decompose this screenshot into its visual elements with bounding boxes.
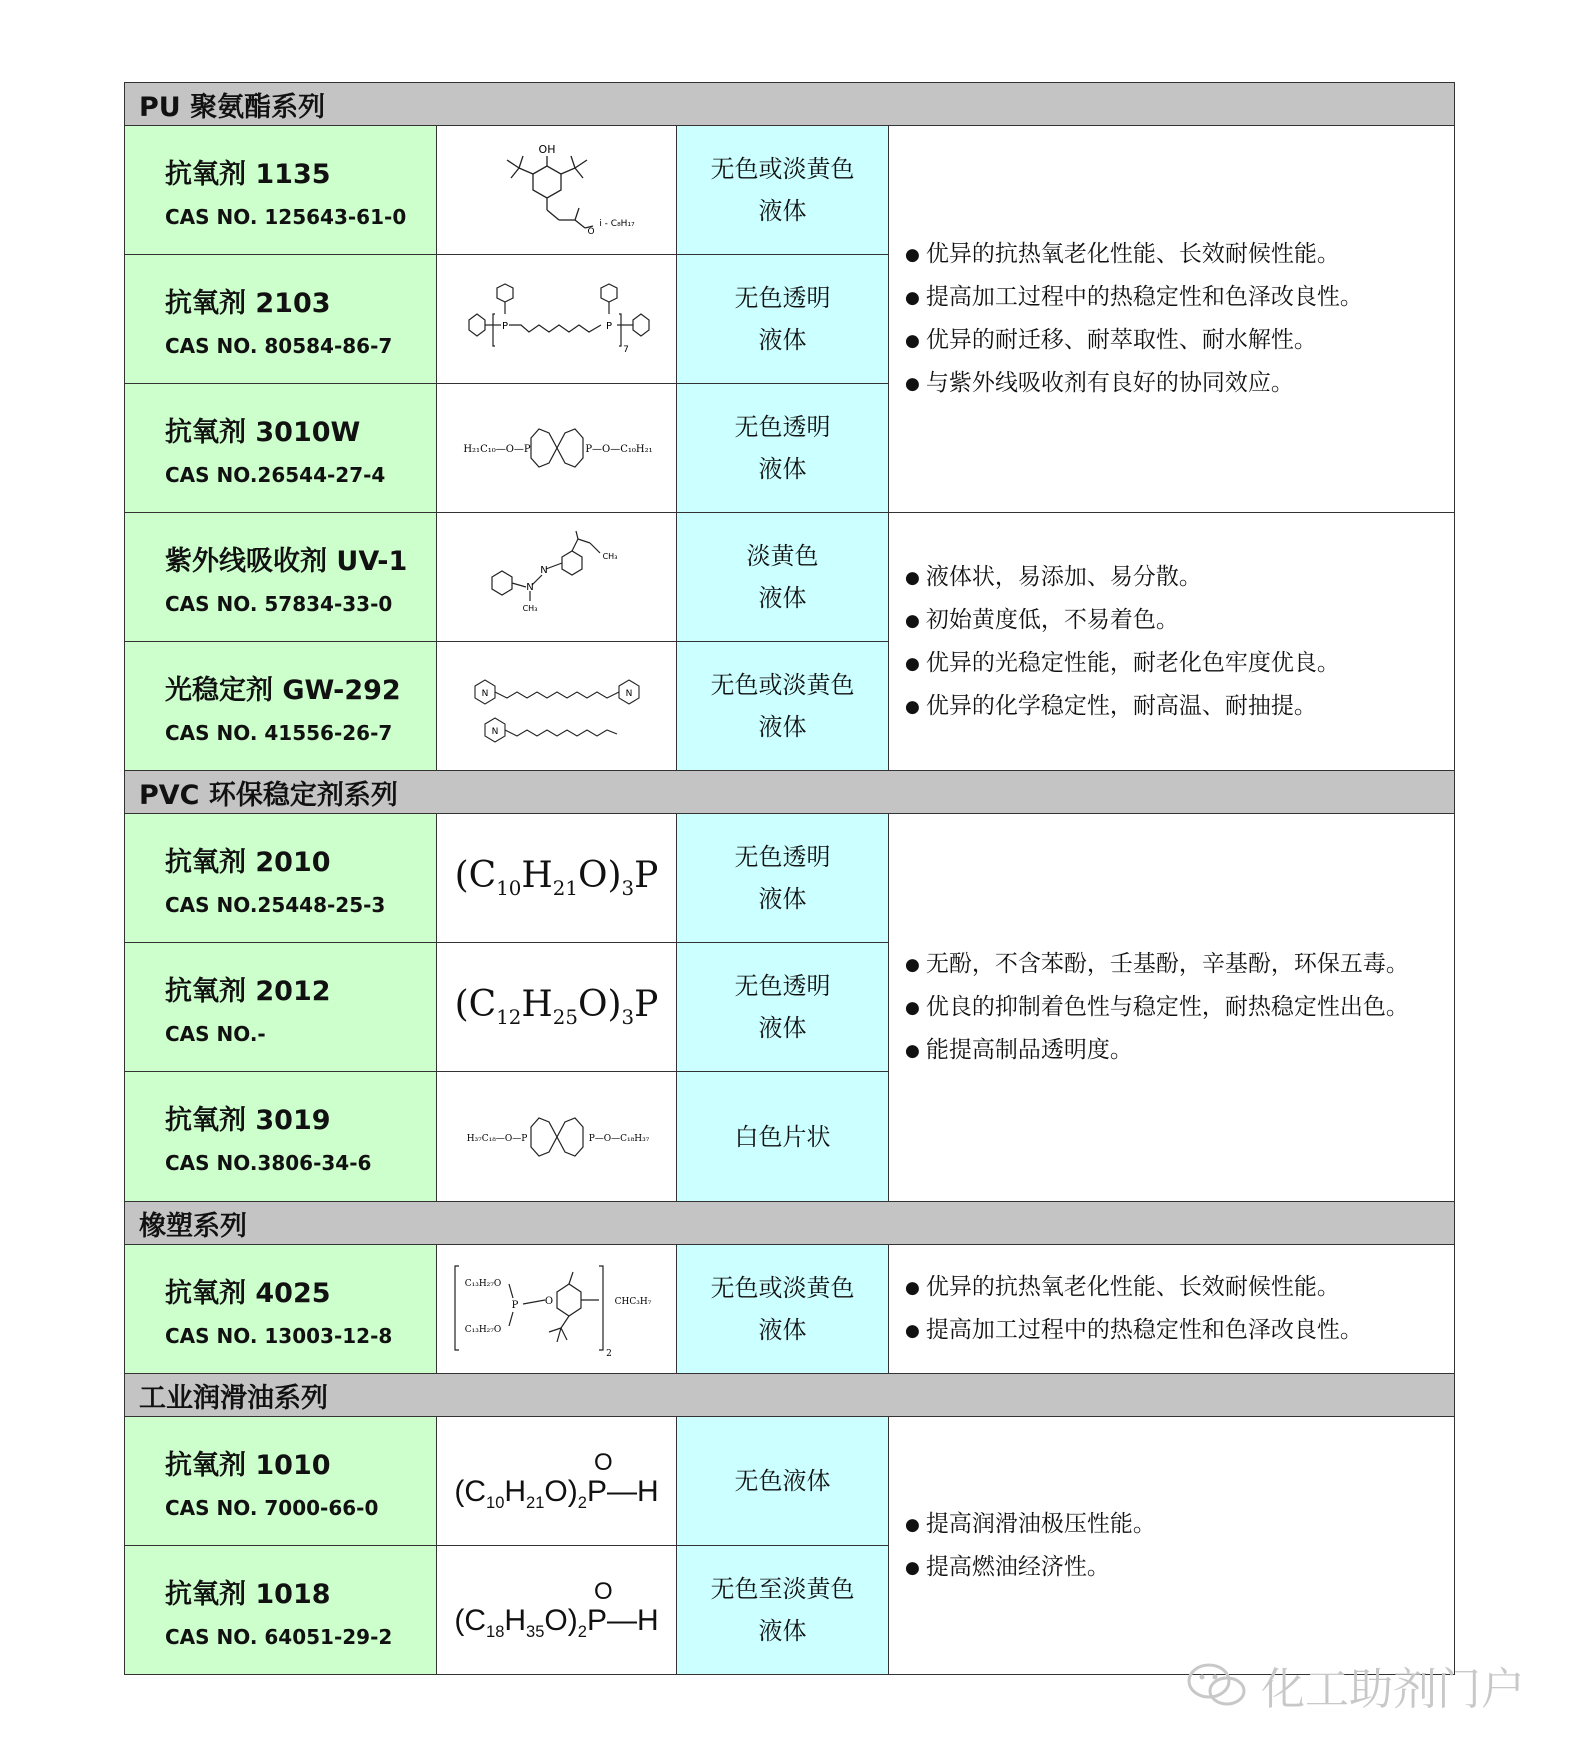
features-list (905, 233, 1448, 405)
product-name: 抗氧剂 3019 (165, 1105, 331, 1136)
features-list (905, 556, 1448, 728)
structure-label: CHC₃H₇ (614, 1297, 652, 1307)
structure-cell (437, 255, 677, 384)
section-title: 橡塑系列 (125, 1202, 1455, 1245)
formula-1010: O $(C_{10}H_{21}O)_2P—H$ (454, 1449, 659, 1512)
list-item: ● 提高润滑油极压性能。 (905, 1503, 1448, 1546)
list-item: ● 提高燃油经济性。 (905, 1546, 1448, 1589)
structure-label: i - C₈H₁₇ (598, 219, 635, 229)
product-name-cell (125, 1245, 437, 1374)
appearance-cell (677, 126, 889, 255)
structure-label: P—O—C₁₀H₂₁ (584, 444, 653, 455)
appearance-line: 无色液体 (734, 1467, 831, 1495)
features-cell (889, 513, 1455, 771)
appearance-line: 液体 (758, 885, 807, 913)
section-title: 工业润滑油系列 (125, 1374, 1455, 1417)
product-name-cell (125, 642, 437, 771)
cas-number: CAS NO. 64051-29-2 (165, 1624, 393, 1649)
product-name: 抗氧剂 4025 (165, 1277, 331, 1309)
appearance-cell (677, 1417, 889, 1546)
list-item: ● 提高加工过程中的热稳定性和色泽改良性。 (905, 276, 1448, 319)
list-item: ● 优异的抗热氧老化性能、长效耐候性能。 (905, 1266, 1448, 1309)
product-name: 抗氧剂 2103 (165, 287, 331, 319)
appearance-cell (677, 814, 889, 943)
cas-number: CAS NO. 80584-86-7 (165, 333, 393, 358)
appearance-line: 无色透明 (734, 284, 831, 312)
list-item: ● 液体状，易添加、易分散。 (905, 556, 1448, 599)
structure-cell (437, 1072, 677, 1202)
cas-number: CAS NO. 41556-26-7 (165, 720, 393, 745)
appearance-line: 无色或淡黄色 (710, 155, 855, 183)
table-row (125, 513, 1455, 642)
features-cell (889, 1417, 1455, 1675)
appearance-line: 液体 (758, 197, 807, 225)
formula-1018: O $(C_{18}H_{35}O)_2P—H$ (454, 1578, 659, 1641)
appearance-cell (677, 1546, 889, 1675)
structure-3010w-image (457, 413, 657, 483)
appearance-line: 无色至淡黄色 (710, 1575, 855, 1603)
appearance-cell (677, 384, 889, 513)
section-title: PVC 环保稳定剂系列 (125, 771, 1455, 814)
structure-label: N (539, 565, 548, 576)
cas-number: CAS NO.25448-25-3 (165, 892, 386, 917)
structure-cell (437, 642, 677, 771)
structure-cell (437, 1245, 677, 1374)
cas-number: CAS NO. 125643-61-0 (165, 204, 407, 229)
appearance-line: 液体 (758, 584, 807, 612)
structure-label: N (491, 727, 498, 737)
product-name: 紫外线吸收剂 UV-1 (165, 545, 408, 577)
structure-uv1-image (472, 527, 642, 627)
product-name: 抗氧剂 2012 (165, 975, 331, 1007)
structure-cell (437, 513, 677, 642)
features-list (905, 1266, 1448, 1352)
structure-label: OH (538, 143, 555, 156)
structure-label: N (481, 689, 488, 699)
product-name: 光稳定剂 GW-292 (165, 674, 401, 706)
table-row (125, 814, 1455, 943)
product-name: 抗氧剂 1018 (165, 1578, 331, 1610)
structure-cell (437, 943, 677, 1072)
section-header-pvc (125, 771, 1455, 814)
wechat-icon (1185, 1659, 1249, 1711)
cas-number: CAS NO.- (165, 1021, 266, 1046)
appearance-cell (677, 642, 889, 771)
appearance-line: 无色透明 (734, 972, 831, 1000)
list-item: ● 提高加工过程中的热稳定性和色泽改良性。 (905, 1309, 1448, 1352)
list-item: ● 优异的抗热氧老化性能、长效耐候性能。 (905, 233, 1448, 276)
list-item: ● 优良的抑制着色性与稳定性，耐热稳定性出色。 (905, 986, 1448, 1029)
watermark (1185, 1650, 1525, 1720)
watermark-text: 化工助剂门户 (1261, 1664, 1525, 1715)
structure-label: 7 (622, 345, 629, 355)
formula-2010: $(C_{10}H_{21}O)_3P$ (454, 855, 659, 901)
structure-cell (437, 814, 677, 943)
structure-label: N (525, 582, 534, 593)
section-header-pu (125, 83, 1455, 126)
structure-label: H₃₇C₁₈—O—P (466, 1133, 527, 1144)
structure-label: C₁₃H₂₇O (464, 1325, 502, 1335)
product-grid (124, 82, 1455, 1675)
list-item: ● 优异的耐迁移、耐萃取性、耐水解性。 (905, 319, 1448, 362)
appearance-cell (677, 1072, 889, 1202)
appearance-line: 无色透明 (734, 843, 831, 871)
appearance-line: 无色透明 (734, 413, 831, 441)
structure-gw292-image (457, 656, 657, 756)
structure-3019-image (457, 1102, 657, 1172)
section-header-rubber-plastic (125, 1202, 1455, 1245)
appearance-line: 白色片状 (734, 1122, 831, 1151)
structure-cell (437, 384, 677, 513)
list-item: ● 优异的光稳定性能，耐老化色牢度优良。 (905, 642, 1448, 685)
product-name-cell (125, 814, 437, 943)
structure-4025-image (449, 1254, 664, 1364)
features-cell (889, 1245, 1455, 1374)
formula-2012: $(C_{12}H_{25}O)_3P$ (454, 984, 659, 1030)
product-name-cell (125, 1546, 437, 1675)
list-item: ● 优异的化学稳定性，耐高温、耐抽提。 (905, 685, 1448, 728)
cas-number: CAS NO. 13003-12-8 (165, 1323, 393, 1348)
cas-number: CAS NO. 7000-66-0 (165, 1495, 379, 1520)
product-name: 抗氧剂 3010W (165, 416, 361, 448)
structure-label: O (586, 227, 595, 237)
appearance-line: 液体 (758, 1316, 807, 1344)
appearance-cell (677, 513, 889, 642)
list-item: ● 与紫外线吸收剂有良好的协同效应。 (905, 362, 1448, 405)
list-item: ● 无酚，不含苯酚，壬基酚，辛基酚，环保五毒。 (905, 943, 1448, 986)
table-row (125, 126, 1455, 255)
structure-label: H₂₁C₁₀—O—P (462, 444, 531, 455)
features-list (905, 943, 1448, 1072)
structure-cell (437, 126, 677, 255)
product-name: 抗氧剂 1010 (165, 1449, 331, 1481)
product-name-cell (125, 1072, 437, 1202)
structure-label: CH₃ (602, 552, 617, 561)
structure-label: 2 (606, 1349, 612, 1359)
structure-label: C₁₃H₂₇O (464, 1279, 502, 1289)
appearance-cell (677, 1245, 889, 1374)
appearance-cell (677, 255, 889, 384)
structure-1135-image (467, 140, 647, 240)
product-name-cell (125, 126, 437, 255)
structure-label: P (511, 1300, 519, 1311)
features-cell (889, 126, 1455, 513)
product-name-cell (125, 255, 437, 384)
features-cell (889, 814, 1455, 1202)
appearance-line: 液体 (758, 713, 807, 741)
section-title: PU 聚氨酯系列 (125, 83, 1455, 126)
list-item: ● 能提高制品透明度。 (905, 1029, 1448, 1072)
appearance-line: 液体 (758, 326, 807, 354)
structure-cell (437, 1417, 677, 1546)
appearance-cell (677, 943, 889, 1072)
features-list (905, 1503, 1448, 1589)
section-header-lubricant (125, 1374, 1455, 1417)
product-name-cell (125, 1417, 437, 1546)
structure-label: P (501, 321, 508, 332)
table-row (125, 1245, 1455, 1374)
product-name-cell (125, 943, 437, 1072)
structure-label: N (625, 689, 632, 699)
structure-label: P (605, 321, 612, 332)
product-name-cell (125, 384, 437, 513)
appearance-line: 无色或淡黄色 (710, 671, 855, 699)
cas-number: CAS NO. 57834-33-0 (165, 591, 393, 616)
structure-label: P—O—C₁₈H₃₇ (588, 1133, 649, 1144)
product-name: 抗氧剂 2010 (165, 846, 331, 878)
product-name: 抗氧剂 1135 (165, 158, 331, 190)
structure-label: O (544, 1296, 554, 1307)
appearance-line: 无色或淡黄色 (710, 1274, 855, 1302)
appearance-line: 液体 (758, 1617, 807, 1645)
appearance-line: 淡黄色 (746, 542, 819, 570)
list-item: ● 初始黄度低，不易着色。 (905, 599, 1448, 642)
structure-2103-image (457, 274, 657, 364)
appearance-line: 液体 (758, 1014, 807, 1042)
cas-number: CAS NO.3806-34-6 (165, 1151, 372, 1175)
structure-label: CH₃ (522, 604, 537, 613)
cas-number: CAS NO.26544-27-4 (165, 462, 386, 487)
product-name-cell (125, 513, 437, 642)
product-table (124, 82, 1454, 1675)
structure-cell (437, 1546, 677, 1675)
table-row (125, 1417, 1455, 1546)
appearance-line: 液体 (758, 455, 807, 483)
